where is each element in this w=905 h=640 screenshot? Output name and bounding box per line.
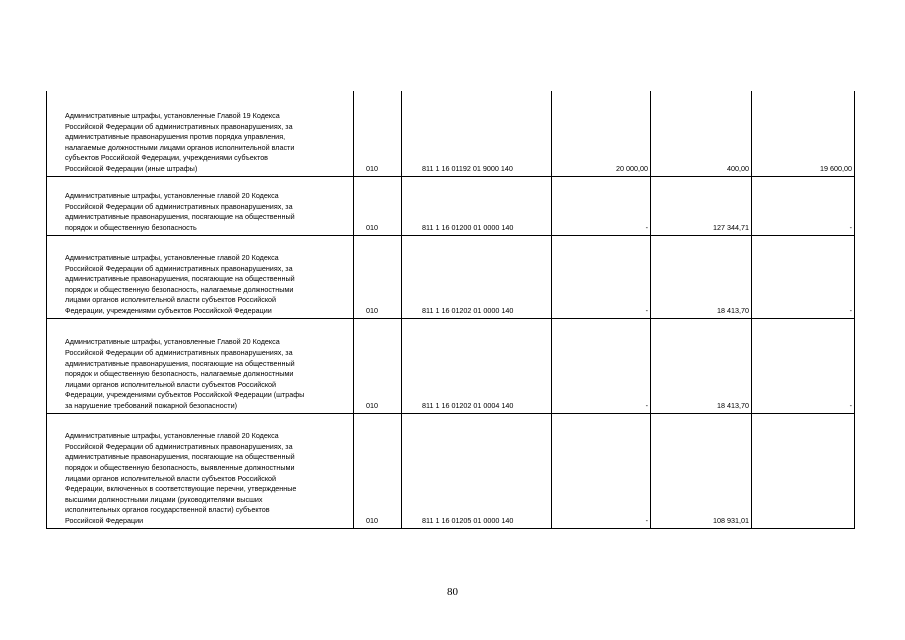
- line-code-cell: 010: [354, 413, 402, 528]
- approved-amount-cell: -: [552, 413, 651, 528]
- indicator-name-line: Административные штрафы, установленные главой 20 Кодекса: [65, 431, 279, 441]
- unexecuted-amount-cell: -: [752, 318, 855, 413]
- indicator-name-line: Российской Федерации об административных правонарушениях, за: [65, 263, 293, 273]
- indicator-name-line: Российской Федерации об административных правонарушениях, за: [65, 201, 293, 211]
- executed-amount-cell: 108 931,01: [651, 413, 752, 528]
- unexecuted-amount-cell: -: [752, 176, 855, 235]
- line-code-cell: 010: [354, 91, 402, 176]
- indicator-name-line: высшими должностными лицами (руководителями высших: [65, 494, 263, 504]
- approved-amount-cell: -: [552, 176, 651, 235]
- indicator-name-line: административные правонарушения, посягающие на общественный: [65, 274, 295, 284]
- unexecuted-amount-cell: [752, 413, 855, 528]
- line-code-cell: 010: [354, 176, 402, 235]
- table-row: [47, 235, 855, 318]
- indicator-name-line: Административные штрафы, установленные Главой 20 Кодекса: [65, 337, 280, 347]
- indicator-name-line: Российской Федерации (иные штрафы): [65, 163, 198, 173]
- line-code-cell: 010: [354, 235, 402, 318]
- indicator-name-cell: [47, 318, 354, 413]
- table-body: [47, 91, 855, 528]
- income-code-cell: 811 1 16 01200 01 0000 140: [402, 176, 552, 235]
- indicator-name-line: Административные штрафы, установленные главой 20 Кодекса: [65, 252, 279, 262]
- unexecuted-amount-cell: 19 600,00: [752, 91, 855, 176]
- indicator-name-line: за нарушение требований пожарной безопасности): [65, 400, 237, 410]
- table-row: [47, 318, 855, 413]
- indicator-name-line: порядок и общественную безопасность, налагаемые должностными: [65, 284, 294, 294]
- indicator-name-line: порядок и общественную безопасность, выявленные должностными: [65, 462, 295, 472]
- line-code-cell: 010: [354, 318, 402, 413]
- approved-amount-cell: -: [552, 235, 651, 318]
- indicator-name-line: Административные штрафы, установленные Главой 19 Кодекса: [65, 110, 280, 120]
- indicator-name-line: лицами органов исполнительной власти субъектов Российской: [65, 473, 277, 483]
- indicator-name-line: лицами органов исполнительной власти субъектов Российской: [65, 295, 277, 305]
- indicator-name-line: порядок и общественную безопасность, налагаемые должностными: [65, 369, 294, 379]
- approved-amount-cell: 20 000,00: [552, 91, 651, 176]
- income-code-cell: 811 1 16 01205 01 0000 140: [402, 413, 552, 528]
- indicator-name-line: административные правонарушения, посягающие на общественный: [65, 358, 295, 368]
- indicator-name-line: Российской Федерации об административных правонарушениях, за: [65, 441, 293, 451]
- executed-amount-cell: 127 344,71: [651, 176, 752, 235]
- page-number: 80: [447, 586, 458, 598]
- unexecuted-amount-cell: -: [752, 235, 855, 318]
- indicator-name-line: субъектов Российской Федерации, учреждениями субъектов: [65, 153, 269, 163]
- revenue-table: [46, 91, 855, 529]
- indicator-name-cell: [47, 413, 354, 528]
- indicator-name-cell: [47, 235, 354, 318]
- indicator-name-line: Административные штрафы, установленные главой 20 Кодекса: [65, 191, 279, 201]
- indicator-name-cell: [47, 91, 354, 176]
- indicator-name-line: налагаемые должностными лицами органов исполнительной власти: [65, 142, 295, 152]
- indicator-name-line: административные правонарушения, посягающие на общественный: [65, 212, 295, 222]
- indicator-name-line: порядок и общественную безопасность: [65, 222, 197, 232]
- indicator-name-cell: [47, 176, 354, 235]
- table-row: [47, 176, 855, 235]
- indicator-name-line: административные правонарушения, посягающие на общественный: [65, 452, 295, 462]
- indicator-name-line: лицами органов исполнительной власти субъектов Российской: [65, 379, 277, 389]
- indicator-name-line: Российской Федерации: [65, 515, 144, 525]
- table-row: [47, 413, 855, 528]
- indicator-name-line: Федерации, учреждениями субъектов Российской Федерации (штрафы: [65, 390, 305, 400]
- income-code-cell: 811 1 16 01192 01 9000 140: [402, 91, 552, 176]
- indicator-name-line: административные правонарушения против порядка управления,: [65, 132, 286, 142]
- income-code-cell: 811 1 16 01202 01 0004 140: [402, 318, 552, 413]
- indicator-name-line: Российской Федерации об административных правонарушениях, за: [65, 347, 293, 357]
- executed-amount-cell: 400,00: [651, 91, 752, 176]
- executed-amount-cell: 18 413,70: [651, 235, 752, 318]
- income-code-cell: 811 1 16 01202 01 0000 140: [402, 235, 552, 318]
- indicator-name-line: Федерации, включенных в соответствующие перечни, утвержденные: [65, 484, 297, 494]
- indicator-name-line: исполнительных органов государственной власти) субъектов: [65, 505, 270, 515]
- indicator-name-line: Российской Федерации об административных правонарушениях, за: [65, 121, 293, 131]
- executed-amount-cell: 18 413,70: [651, 318, 752, 413]
- approved-amount-cell: -: [552, 318, 651, 413]
- indicator-name-line: Федерации, учреждениями субъектов Российской Федерации: [65, 305, 272, 315]
- table-row: [47, 91, 855, 176]
